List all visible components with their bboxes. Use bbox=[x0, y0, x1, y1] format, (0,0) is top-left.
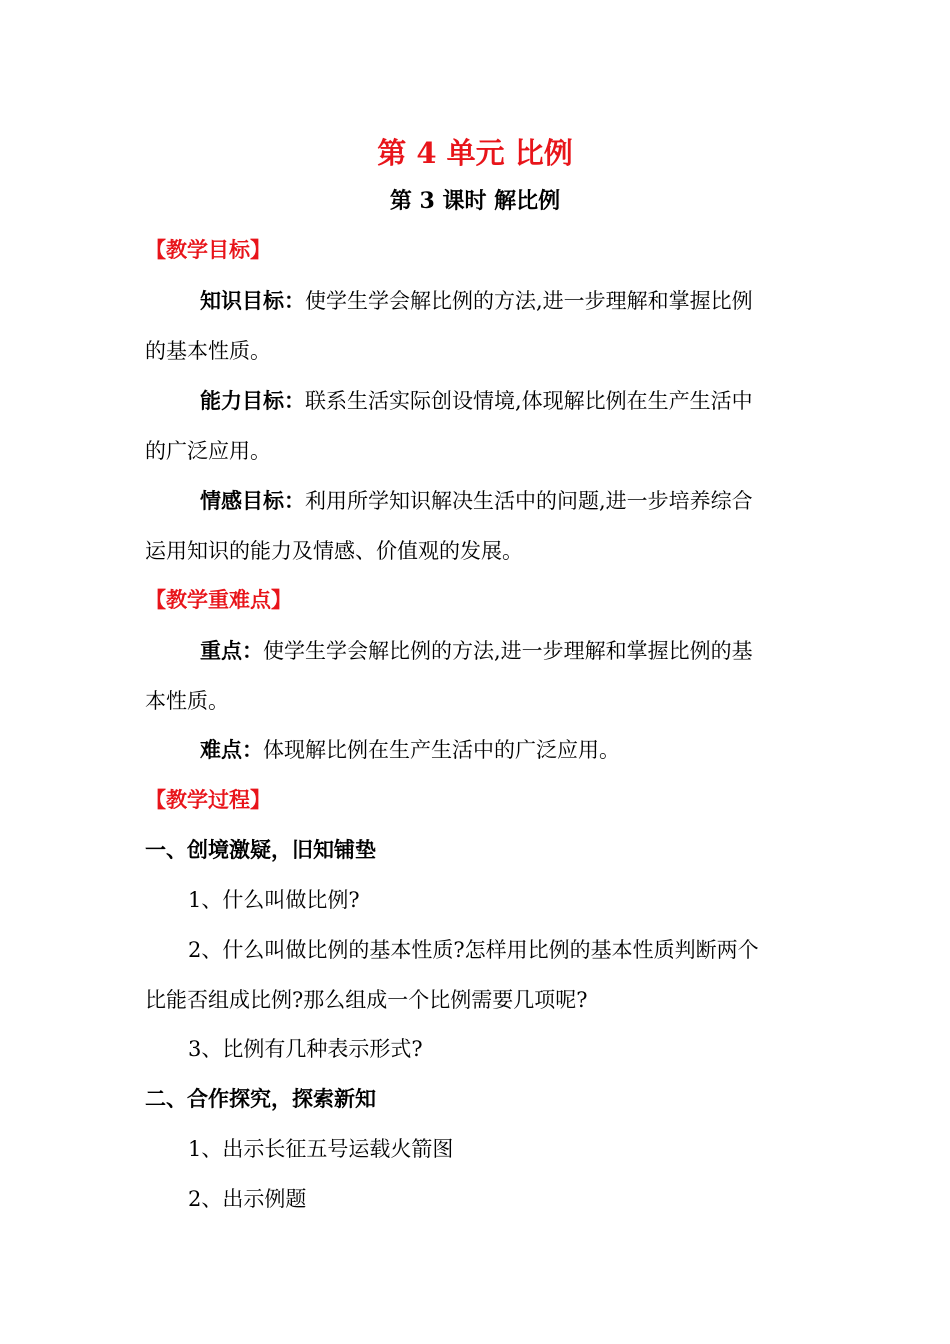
knowledge-goal-text: 使学生学会解比例的方法,进一步理解和掌握比例 bbox=[305, 289, 753, 313]
list-item: 2、出示例题 bbox=[188, 1187, 307, 1211]
list-item: 2、什么叫做比例的基本性质?怎样用比例的基本性质判断两个 bbox=[188, 938, 759, 962]
important-point-label: 重点： bbox=[200, 638, 263, 663]
important-point-text: 使学生学会解比例的方法,进一步理解和掌握比例的基 bbox=[263, 639, 753, 663]
difficult-point-text: 体现解比例在生产生活中的广泛应用。 bbox=[263, 738, 620, 762]
page-title: 第 4 单元 比例 bbox=[377, 136, 573, 170]
process-part2-heading: 二、合作探究，探索新知 bbox=[145, 1086, 376, 1111]
emotion-goal-text: 利用所学知识解决生活中的问题,进一步培养综合 bbox=[305, 489, 753, 513]
section-heading-goals: 【教学目标】 bbox=[145, 237, 271, 262]
emotion-goal-text-cont: 运用知识的能力及情感、价值观的发展。 bbox=[145, 539, 523, 563]
knowledge-goal-label: 知识目标： bbox=[200, 288, 305, 313]
list-item: 1、什么叫做比例? bbox=[188, 888, 360, 912]
ability-goal-text: 联系生活实际创设情境,体现解比例在生产生活中 bbox=[305, 389, 753, 413]
difficult-point-line bbox=[200, 735, 620, 765]
important-point-line bbox=[200, 636, 753, 666]
emotion-goal-line bbox=[200, 486, 753, 516]
ability-goal-line bbox=[200, 386, 753, 416]
list-item-cont: 比能否组成比例?那么组成一个比例需要几项呢? bbox=[145, 988, 588, 1012]
list-item: 1、出示长征五号运载火箭图 bbox=[188, 1137, 454, 1161]
difficult-point-label: 难点： bbox=[200, 737, 263, 762]
ability-goal-label: 能力目标： bbox=[200, 388, 305, 413]
knowledge-goal-line bbox=[200, 286, 753, 316]
list-item: 3、比例有几种表示形式? bbox=[188, 1037, 423, 1061]
section-heading-process: 【教学过程】 bbox=[145, 787, 271, 812]
process-part1-heading: 一、创境激疑，旧知铺垫 bbox=[145, 837, 376, 862]
emotion-goal-label: 情感目标： bbox=[200, 488, 305, 513]
knowledge-goal-text-cont: 的基本性质。 bbox=[145, 339, 271, 363]
ability-goal-text-cont: 的广泛应用。 bbox=[145, 439, 271, 463]
lesson-subtitle: 第 3 课时 解比例 bbox=[389, 188, 561, 214]
important-point-text-cont: 本性质。 bbox=[145, 689, 229, 713]
section-heading-key-points: 【教学重难点】 bbox=[145, 587, 292, 612]
